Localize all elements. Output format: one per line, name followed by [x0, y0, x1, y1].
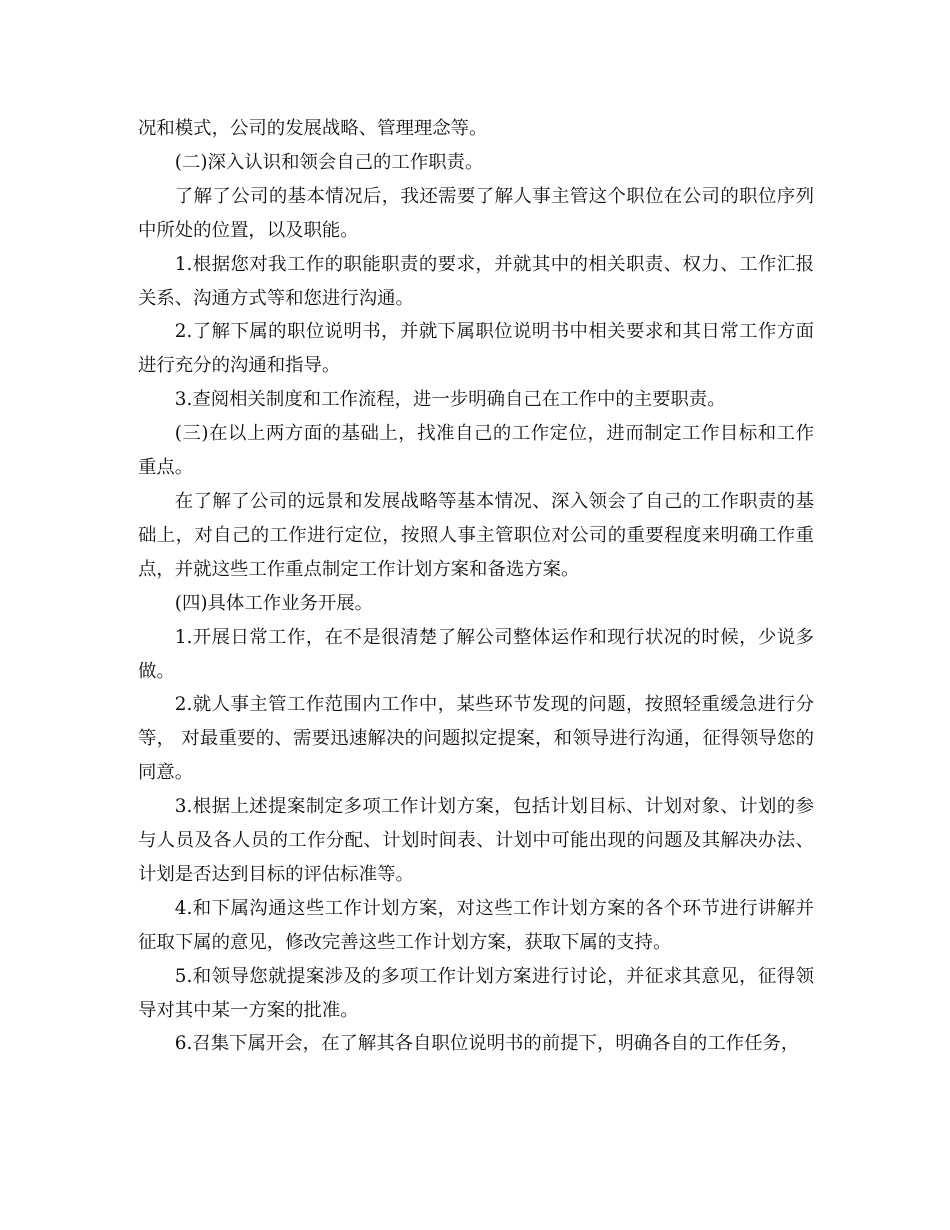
section-heading-4: (四)具体工作业务开展。: [174, 592, 374, 614]
paragraph: 了解了公司的基本情况后，我还需要了解人事主管这个职位在公司的职位序列中所处的位置，以及职能。: [138, 185, 814, 241]
section-heading-3: (三)在以上两方面的基础上，找准自己的工作定位，进而制定工作目标和工作重点。: [138, 423, 814, 479]
paragraph: 在了解了公司的远景和发展战略等基本情况、深入领会了自己的工作职责的基础上，对自己的工作进行定位，按照人事主管职位对公司的重要程度来明确工作重点，并就这些工作重点制定工作计划方案和备选方案。: [138, 490, 814, 580]
list-item: 6.召集下属开会，在了解其各自职位说明书的前提下，明确各自的工作任务，: [174, 1033, 800, 1055]
list-item: 1.根据您对我工作的职能职责的要求，并就其中的相关职责、权力、工作汇报关系、沟通方式等和您进行沟通。: [138, 253, 814, 309]
list-item: 2.就人事主管工作范围内工作中，某些环节发现的问题，按照轻重缓急进行分等， 对最重要的、需要迅速解决的问题拟定提案，和领导进行沟通，征得领导您的同意。: [138, 694, 814, 784]
list-item: 1.开展日常工作，在不是很清楚了解公司整体运作和现行状况的时候，少说多做。: [138, 626, 814, 682]
list-item: 3.根据上述提案制定多项工作计划方案，包括计划目标、计划对象、计划的参与人员及各人员的工作分配、计划时间表、计划中可能出现的问题及其解决办法、计划是否达到目标的评估标准等。: [138, 796, 814, 885]
list-item: 3.查阅相关制度和工作流程，进一步明确自己在工作中的主要职责。: [174, 389, 726, 411]
list-item: 2.了解下属的职位说明书，并就下属职位说明书中相关要求和其日常工作方面进行充分的沟通和指导。: [138, 321, 814, 377]
paragraph-continuation: 况和模式，公司的发展战略、管理理念等。: [138, 118, 488, 139]
document-page: [138, 112, 814, 1061]
section-heading-2: (二)深入认识和领会自己的工作职责。: [174, 151, 484, 173]
list-item: 5.和领导您就提案涉及的多项工作计划方案进行讨论，并征求其意见，征得领导对其中某一方案的批准。: [138, 965, 814, 1021]
list-item: 4.和下属沟通这些工作计划方案，对这些工作计划方案的各个环节进行讲解并征取下属的意见，修改完善这些工作计划方案，获取下属的支持。: [138, 897, 814, 953]
